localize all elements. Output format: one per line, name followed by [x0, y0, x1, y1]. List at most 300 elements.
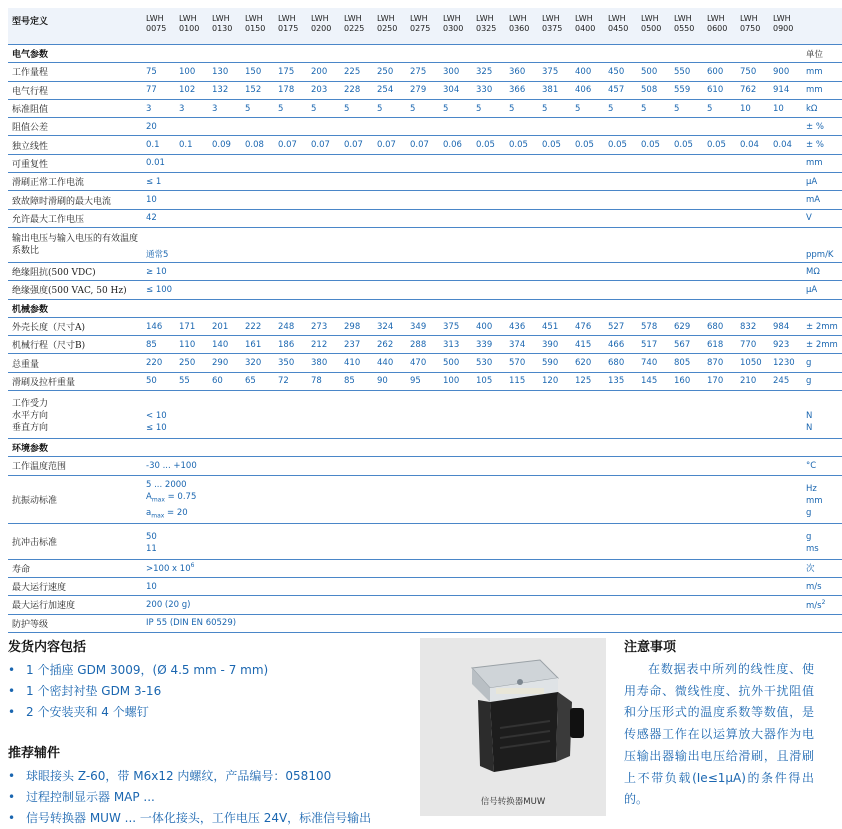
- cell-line: LWH: [311, 14, 329, 23]
- value-cell: 330: [474, 81, 507, 99]
- cell-line: 50: [146, 531, 157, 542]
- value-cell: 250: [375, 63, 408, 81]
- value-cell: 0.05: [672, 136, 705, 154]
- value-cell: 102: [177, 81, 210, 99]
- unit-cell: [804, 596, 842, 614]
- value-cell: 5: [606, 99, 639, 117]
- value-cell: 60: [210, 372, 243, 390]
- row-label: 外壳长度（尺寸A): [8, 317, 144, 335]
- value-cell: 72: [276, 372, 309, 390]
- value-cell: 900: [771, 63, 804, 81]
- cell-line: 0150: [245, 24, 266, 33]
- value-cell: 85: [144, 336, 177, 354]
- cell-line: LWH: [707, 14, 725, 23]
- value-cell: 304: [441, 81, 474, 99]
- notes-section: [624, 636, 814, 811]
- value-cell: 339: [474, 336, 507, 354]
- row-label: 独立线性: [8, 136, 144, 154]
- value-cell: 5: [573, 99, 606, 117]
- unit-cell: ± %: [804, 118, 842, 136]
- value-cell: 5: [474, 99, 507, 117]
- cell-line: 垂直方向: [12, 423, 49, 434]
- value-cell: 140: [210, 336, 243, 354]
- cell-line: ms: [806, 543, 819, 554]
- value-cell: 805: [672, 354, 705, 372]
- value-cell: 通常5: [144, 227, 804, 262]
- value-cell: 78: [309, 372, 342, 390]
- value-cell: 320: [243, 354, 276, 372]
- model-header: [639, 8, 672, 45]
- value-cell: 476: [573, 317, 606, 335]
- model-header: [606, 8, 639, 45]
- value-cell: 5: [243, 99, 276, 117]
- value-cell: 517: [639, 336, 672, 354]
- value-cell: 130: [210, 63, 243, 81]
- value-cell: 175: [276, 63, 309, 81]
- unit-cell: m/s: [804, 577, 842, 595]
- value-cell: 42: [144, 209, 804, 227]
- cell-line: 0450: [608, 24, 629, 33]
- model-header: [144, 8, 177, 45]
- table-row: [8, 559, 842, 577]
- superscript: 2: [821, 598, 826, 606]
- notes-text: 在数据表中所列的线性度、使用寿命、微线性度、抗外干扰阻值和分压形式的温度系数等数值，是传感器工作在以运算放大器作为电压输出器输出电压给滑刷，且滑刷上不带负载(Ie≤1µA)的条件得出的。: [624, 662, 814, 807]
- value-cell: 100: [177, 63, 210, 81]
- table-row: [8, 227, 842, 262]
- accessories-section: [8, 742, 418, 829]
- cell-line: 0400: [575, 24, 596, 33]
- value-cell: 440: [375, 354, 408, 372]
- value-cell: 0.05: [507, 136, 540, 154]
- cell-line: < 10: [146, 411, 167, 422]
- model-header: [672, 8, 705, 45]
- bullet-icon: •: [8, 769, 16, 783]
- value-cell: 870: [705, 354, 738, 372]
- row-label: 抗振动标准: [8, 475, 144, 523]
- value-cell: 984: [771, 317, 804, 335]
- bullet-icon: •: [8, 790, 16, 804]
- row-label: 总重量: [8, 354, 144, 372]
- value-cell: IP 55 (DIN EN 60529): [144, 614, 804, 632]
- cell-line: LWH: [740, 14, 758, 23]
- value-cell: 5: [441, 99, 474, 117]
- list-item: • 1 个插座 GDM 3009，(Ø 4.5 mm - 7 mm): [8, 660, 408, 681]
- unit-cell: mm: [804, 81, 842, 99]
- value-cell: 201: [210, 317, 243, 335]
- value-cell: 0.06: [441, 136, 474, 154]
- value-cell: 20: [144, 118, 804, 136]
- cell-line: LWH: [344, 14, 362, 23]
- cell-line: LWH: [575, 14, 593, 23]
- value-cell: 5: [507, 99, 540, 117]
- value-cell: 380: [309, 354, 342, 372]
- cell-line: LWH: [608, 14, 626, 23]
- text: >100 x 10: [146, 564, 191, 575]
- cell-line: 0550: [674, 24, 695, 33]
- row-label: 工作温度范围: [8, 457, 144, 475]
- value-cell: 5: [540, 99, 573, 117]
- unit-cell: mm: [804, 154, 842, 172]
- section-title: 环境参数: [8, 439, 144, 457]
- value-cell: 237: [342, 336, 375, 354]
- unit-cell: [804, 299, 842, 317]
- model-header: [771, 8, 804, 45]
- table-row: [8, 317, 842, 335]
- table-row: [8, 45, 842, 63]
- unit-cell: V: [804, 209, 842, 227]
- model-header: [210, 8, 243, 45]
- unit-cell: ± 2mm: [804, 317, 842, 335]
- value-cell: 290: [210, 354, 243, 372]
- value-cell: 110: [177, 336, 210, 354]
- value-cell: 161: [243, 336, 276, 354]
- row-label: 标准阻值: [8, 99, 144, 117]
- bullet-icon: •: [8, 705, 16, 719]
- row-label: 允许最大工作电压: [8, 209, 144, 227]
- value-cell: 0.07: [276, 136, 309, 154]
- value-cell: 390: [540, 336, 573, 354]
- value-cell: 115: [507, 372, 540, 390]
- value-cell: 451: [540, 317, 573, 335]
- value-cell: 680: [606, 354, 639, 372]
- value-cell: [144, 559, 804, 577]
- unit-cell: MΩ: [804, 262, 842, 280]
- value-cell: 5: [639, 99, 672, 117]
- table-row: [8, 523, 842, 559]
- cell-line: LWH: [146, 14, 164, 23]
- model-header: [540, 8, 573, 45]
- value-cell: 500: [441, 354, 474, 372]
- value-cell: 350: [276, 354, 309, 372]
- list-item: • 1 个密封衬垫 GDM 3-16: [8, 681, 408, 702]
- value-cell: 300: [441, 63, 474, 81]
- value-cell: 618: [705, 336, 738, 354]
- row-label: 输出电压与输入电压的有效温度系数比: [8, 227, 144, 262]
- value-cell: ≤ 100: [144, 281, 804, 299]
- unit-cell: [804, 523, 842, 559]
- bullet-icon: •: [8, 663, 16, 677]
- value-cell: 740: [639, 354, 672, 372]
- unit-cell: °C: [804, 457, 842, 475]
- value-cell: 0.08: [243, 136, 276, 154]
- model-header: [573, 8, 606, 45]
- value-cell: 105: [474, 372, 507, 390]
- table-row: [8, 299, 842, 317]
- row-label: 最大运行加速度: [8, 596, 144, 614]
- value-cell: 273: [309, 317, 342, 335]
- cell-line: N: [806, 411, 813, 422]
- value-cell: 578: [639, 317, 672, 335]
- notes-title: 注意事项: [624, 640, 677, 655]
- value-cell: 210: [738, 372, 771, 390]
- row-label: 寿命: [8, 559, 144, 577]
- cell-line: 0600: [707, 24, 728, 33]
- cell-line: [146, 491, 802, 507]
- cell-line: LWH: [509, 14, 527, 23]
- subscript: max: [151, 496, 165, 504]
- value-cell: 65: [243, 372, 276, 390]
- row-label: 绝缘阻抗(500 VDC): [8, 262, 144, 280]
- value-cell: 567: [672, 336, 705, 354]
- section-title: 机械参数: [8, 299, 144, 317]
- value-cell: 135: [606, 372, 639, 390]
- value-cell: 220: [144, 354, 177, 372]
- value-cell: 450: [606, 63, 639, 81]
- text: m/s: [806, 600, 822, 611]
- cell-line: 0300: [443, 24, 464, 33]
- value-cell: 200: [309, 63, 342, 81]
- cell-line: LWH: [179, 14, 197, 23]
- bullet-icon: •: [8, 811, 16, 825]
- cell-line: LWH: [476, 14, 494, 23]
- row-label: 致故障时滑刷的最大电流: [8, 191, 144, 209]
- unit-cell: 单位: [804, 45, 842, 63]
- value-cell: 146: [144, 317, 177, 335]
- cell-line: 0250: [377, 24, 398, 33]
- unit-cell: g: [804, 354, 842, 372]
- value-cell: 55: [177, 372, 210, 390]
- value-cell: 381: [540, 81, 573, 99]
- value-cell: 1050: [738, 354, 771, 372]
- value-cell: 559: [672, 81, 705, 99]
- value-cell: 530: [474, 354, 507, 372]
- cell-line: g: [806, 531, 812, 542]
- table-row: [8, 457, 842, 475]
- value-cell: 160: [672, 372, 705, 390]
- value-cell: 10: [144, 191, 804, 209]
- value-cell: 279: [408, 81, 441, 99]
- value-cell: 610: [705, 81, 738, 99]
- bullet-icon: •: [8, 684, 16, 698]
- value-cell: 436: [507, 317, 540, 335]
- cell-line: LWH: [674, 14, 692, 23]
- superscript: 6: [190, 562, 195, 570]
- value-cell: 5: [342, 99, 375, 117]
- row-label: [8, 391, 144, 439]
- cell-line: 0275: [410, 24, 431, 33]
- value-cell: 0.01: [144, 154, 804, 172]
- accessories-title: 推荐辅件: [8, 746, 61, 761]
- value-cell: 250: [177, 354, 210, 372]
- value-cell: [144, 439, 804, 457]
- table-row: [8, 372, 842, 390]
- value-cell: 410: [342, 354, 375, 372]
- cell-line: 5 ... 2000: [146, 479, 187, 490]
- table-row: [8, 173, 842, 191]
- subscript: max: [151, 512, 165, 520]
- value-cell: 222: [243, 317, 276, 335]
- text: A: [146, 491, 152, 502]
- value-cell: 254: [375, 81, 408, 99]
- cell-line: 0175: [278, 24, 299, 33]
- list-item: • 过程控制显示器 MAP ...: [8, 787, 418, 808]
- unit-cell: [804, 439, 842, 457]
- value-cell: 0.07: [309, 136, 342, 154]
- value-cell: 0.05: [573, 136, 606, 154]
- value-cell: 3: [210, 99, 243, 117]
- value-cell: 245: [771, 372, 804, 390]
- cell-line: g: [806, 507, 812, 518]
- value-cell: 770: [738, 336, 771, 354]
- value-cell: 680: [705, 317, 738, 335]
- cell-line: LWH: [773, 14, 791, 23]
- value-cell: 0.05: [705, 136, 738, 154]
- value-cell: 212: [309, 336, 342, 354]
- model-header: [507, 8, 540, 45]
- value-cell: 325: [474, 63, 507, 81]
- cell-line: LWH: [245, 14, 263, 23]
- unit-cell: kΩ: [804, 99, 842, 117]
- row-label: 机械行程（尺寸B): [8, 336, 144, 354]
- value-cell: [144, 45, 804, 63]
- spec-table: [8, 8, 842, 633]
- value-cell: 570: [507, 354, 540, 372]
- unit-cell: ± %: [804, 136, 842, 154]
- value-cell: 0.07: [375, 136, 408, 154]
- row-label: 滑刷正常工作电流: [8, 173, 144, 191]
- delivery-title: 发货内容包括: [8, 640, 87, 655]
- product-photo: [420, 638, 606, 816]
- unit-header: [804, 8, 842, 45]
- value-cell: 0.04: [771, 136, 804, 154]
- value-cell: 620: [573, 354, 606, 372]
- unit-cell: mm: [804, 63, 842, 81]
- table-row: [8, 475, 842, 523]
- value-cell: 590: [540, 354, 573, 372]
- value-cell: 145: [639, 372, 672, 390]
- signal-converter-image: [420, 638, 606, 798]
- value-cell: [144, 523, 804, 559]
- cell-line: Hz: [806, 483, 817, 494]
- value-cell: 10: [738, 99, 771, 117]
- value-cell: 366: [507, 81, 540, 99]
- row-label: 工作量程: [8, 63, 144, 81]
- unit-cell: ppm/K: [804, 227, 842, 262]
- value-cell: 152: [243, 81, 276, 99]
- value-cell: ≥ 10: [144, 262, 804, 280]
- value-cell: 313: [441, 336, 474, 354]
- table-row: [8, 336, 842, 354]
- cell-line: 0130: [212, 24, 233, 33]
- value-cell: 288: [408, 336, 441, 354]
- text: = 20: [164, 507, 188, 518]
- cell-line: 0360: [509, 24, 530, 33]
- value-cell: 298: [342, 317, 375, 335]
- list-item: • 信号转换器 MUW ... 一体化接头，工作电压 24V，标准信号输出: [8, 808, 418, 829]
- value-cell: 527: [606, 317, 639, 335]
- value-cell: 0.05: [474, 136, 507, 154]
- table-row: [8, 354, 842, 372]
- value-cell: 5: [276, 99, 309, 117]
- value-cell: 120: [540, 372, 573, 390]
- cell-line: ≤ 10: [146, 423, 167, 434]
- value-cell: 5: [375, 99, 408, 117]
- cell-line: mm: [806, 495, 823, 506]
- table-row: [8, 191, 842, 209]
- cell-line: LWH: [542, 14, 560, 23]
- value-cell: 0.05: [606, 136, 639, 154]
- cell-line: LWH: [410, 14, 428, 23]
- value-cell: 349: [408, 317, 441, 335]
- cell-line: 0100: [179, 24, 200, 33]
- row-label: 最大运行速度: [8, 577, 144, 595]
- value-cell: 95: [408, 372, 441, 390]
- model-header: [474, 8, 507, 45]
- value-cell: 90: [375, 372, 408, 390]
- unit-cell: µA: [804, 281, 842, 299]
- table-row: [8, 99, 842, 117]
- value-cell: 374: [507, 336, 540, 354]
- value-cell: 178: [276, 81, 309, 99]
- row-label: 阻值公差: [8, 118, 144, 136]
- row-label: 防护等级: [8, 614, 144, 632]
- unit-cell: [804, 614, 842, 632]
- list-item: • 球眼接头 Z-60，带 M6x12 内螺纹，产品编号：058100: [8, 766, 418, 787]
- cell-line: 0075: [146, 24, 167, 33]
- table-row: [8, 81, 842, 99]
- value-cell: -30 ... +100: [144, 457, 804, 475]
- value-cell: 0.04: [738, 136, 771, 154]
- value-cell: 5: [408, 99, 441, 117]
- model-header: [441, 8, 474, 45]
- value-cell: 0.1: [177, 136, 210, 154]
- cell-line: [146, 507, 802, 523]
- value-cell: 275: [408, 63, 441, 81]
- value-cell: 0.07: [408, 136, 441, 154]
- table-row: [8, 596, 842, 614]
- model-header: [309, 8, 342, 45]
- accessories-list: [8, 766, 418, 829]
- value-cell: 262: [375, 336, 408, 354]
- value-cell: 225: [342, 63, 375, 81]
- cell-line: 工作受力: [12, 399, 49, 410]
- value-cell: 375: [441, 317, 474, 335]
- table-row: [8, 439, 842, 457]
- row-label: 抗冲击标准: [8, 523, 144, 559]
- table-row: [8, 154, 842, 172]
- unit-cell: µA: [804, 173, 842, 191]
- value-cell: 170: [705, 372, 738, 390]
- value-cell: 0.05: [540, 136, 573, 154]
- header-label: 型号定义: [8, 8, 144, 45]
- table-row: [8, 136, 842, 154]
- value-cell: 750: [738, 63, 771, 81]
- value-cell: 125: [573, 372, 606, 390]
- unit-cell: mA: [804, 191, 842, 209]
- cell-line: 0375: [542, 24, 563, 33]
- cell-line: 0200: [311, 24, 332, 33]
- value-cell: 150: [243, 63, 276, 81]
- value-cell: 360: [507, 63, 540, 81]
- value-cell: 400: [474, 317, 507, 335]
- cell-line: LWH: [278, 14, 296, 23]
- model-header: [177, 8, 210, 45]
- value-cell: 375: [540, 63, 573, 81]
- value-cell: 3: [144, 99, 177, 117]
- row-label: 绝缘强度(500 VAC, 50 Hz): [8, 281, 144, 299]
- value-cell: 406: [573, 81, 606, 99]
- model-header: [342, 8, 375, 45]
- value-cell: 10: [144, 577, 804, 595]
- value-cell: 832: [738, 317, 771, 335]
- text: = 0.75: [164, 491, 197, 502]
- value-cell: 85: [342, 372, 375, 390]
- table-row: [8, 262, 842, 280]
- model-header: [375, 8, 408, 45]
- value-cell: 0.07: [342, 136, 375, 154]
- value-cell: 629: [672, 317, 705, 335]
- photo-caption: 信号转换器MUW: [480, 797, 546, 807]
